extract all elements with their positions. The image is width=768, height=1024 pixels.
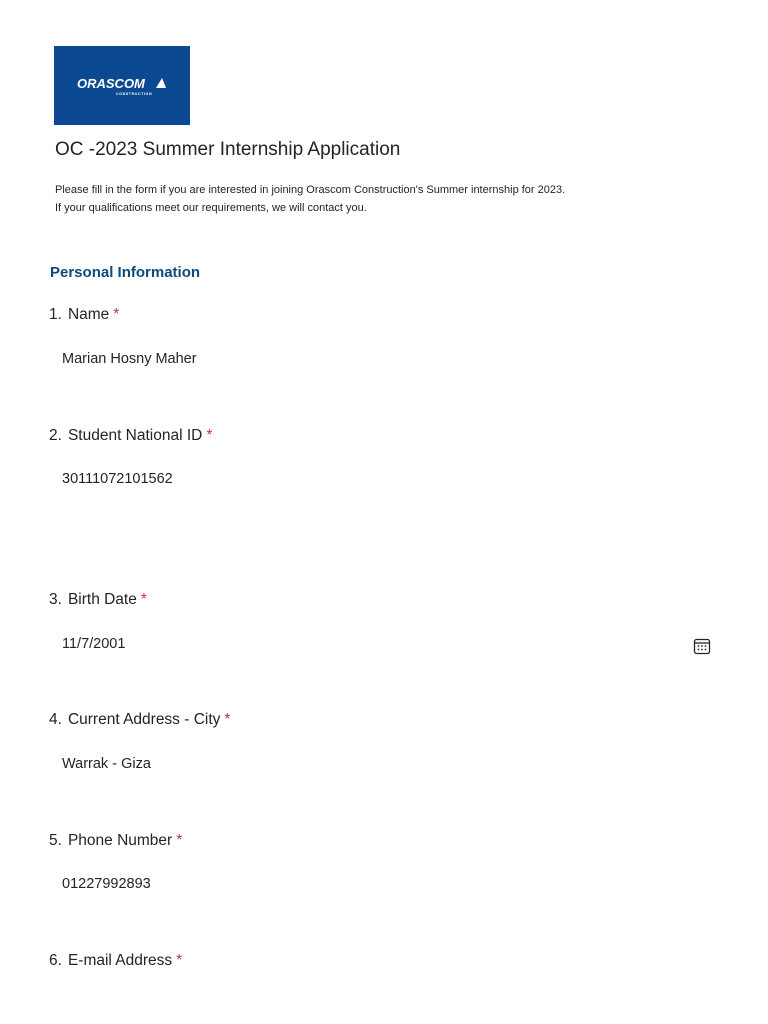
question-city	[49, 711, 230, 729]
orascom-logo-mark	[76, 75, 168, 97]
svg-text:CONSTRUCTION: CONSTRUCTION	[116, 91, 153, 96]
question-number: 3.	[49, 591, 62, 608]
question-email	[49, 952, 182, 970]
required-mark: *	[113, 306, 120, 323]
orascom-logo	[54, 46, 190, 125]
question-national-id	[49, 427, 212, 445]
city-answer[interactable]: Warrak - Giza	[62, 756, 151, 772]
question-label: Current Address - City	[67, 711, 221, 728]
required-mark: *	[224, 711, 231, 728]
question-number: 4.	[49, 711, 62, 728]
question-label: Phone Number	[67, 832, 173, 849]
question-name	[49, 306, 119, 324]
svg-text:ORASCOM: ORASCOM	[77, 75, 145, 91]
form-description-line: Please fill in the form if you are interested in joining Orascom Construction's Summer internship for 2023.	[55, 184, 566, 196]
phone-answer[interactable]: 01227992893	[62, 876, 151, 892]
form-description	[55, 181, 565, 217]
question-label: Birth Date	[67, 591, 137, 608]
question-label: Name	[67, 306, 110, 323]
question-number: 6.	[49, 952, 62, 969]
name-answer[interactable]: Marian Hosny Maher	[62, 351, 197, 367]
question-label: Student National ID	[67, 427, 203, 444]
calendar-icon[interactable]	[692, 636, 712, 656]
required-mark: *	[176, 832, 183, 849]
birth-date-answer[interactable]: 11/7/2001	[62, 636, 126, 652]
question-number: 1.	[49, 306, 62, 323]
required-mark: *	[206, 427, 213, 444]
required-mark: *	[140, 591, 147, 608]
form-title: OC -2023 Summer Internship Application	[55, 139, 401, 160]
question-phone	[49, 832, 182, 850]
question-number: 2.	[49, 427, 62, 444]
required-mark: *	[176, 952, 183, 969]
question-number: 5.	[49, 832, 62, 849]
national-id-answer[interactable]: 30111072101562	[62, 471, 173, 487]
form-description-line: If your qualifications meet our requirements, we will contact you.	[55, 202, 367, 214]
question-label: E-mail Address	[67, 952, 173, 969]
section-title: Personal Information	[50, 264, 201, 281]
question-birth-date	[49, 591, 147, 609]
